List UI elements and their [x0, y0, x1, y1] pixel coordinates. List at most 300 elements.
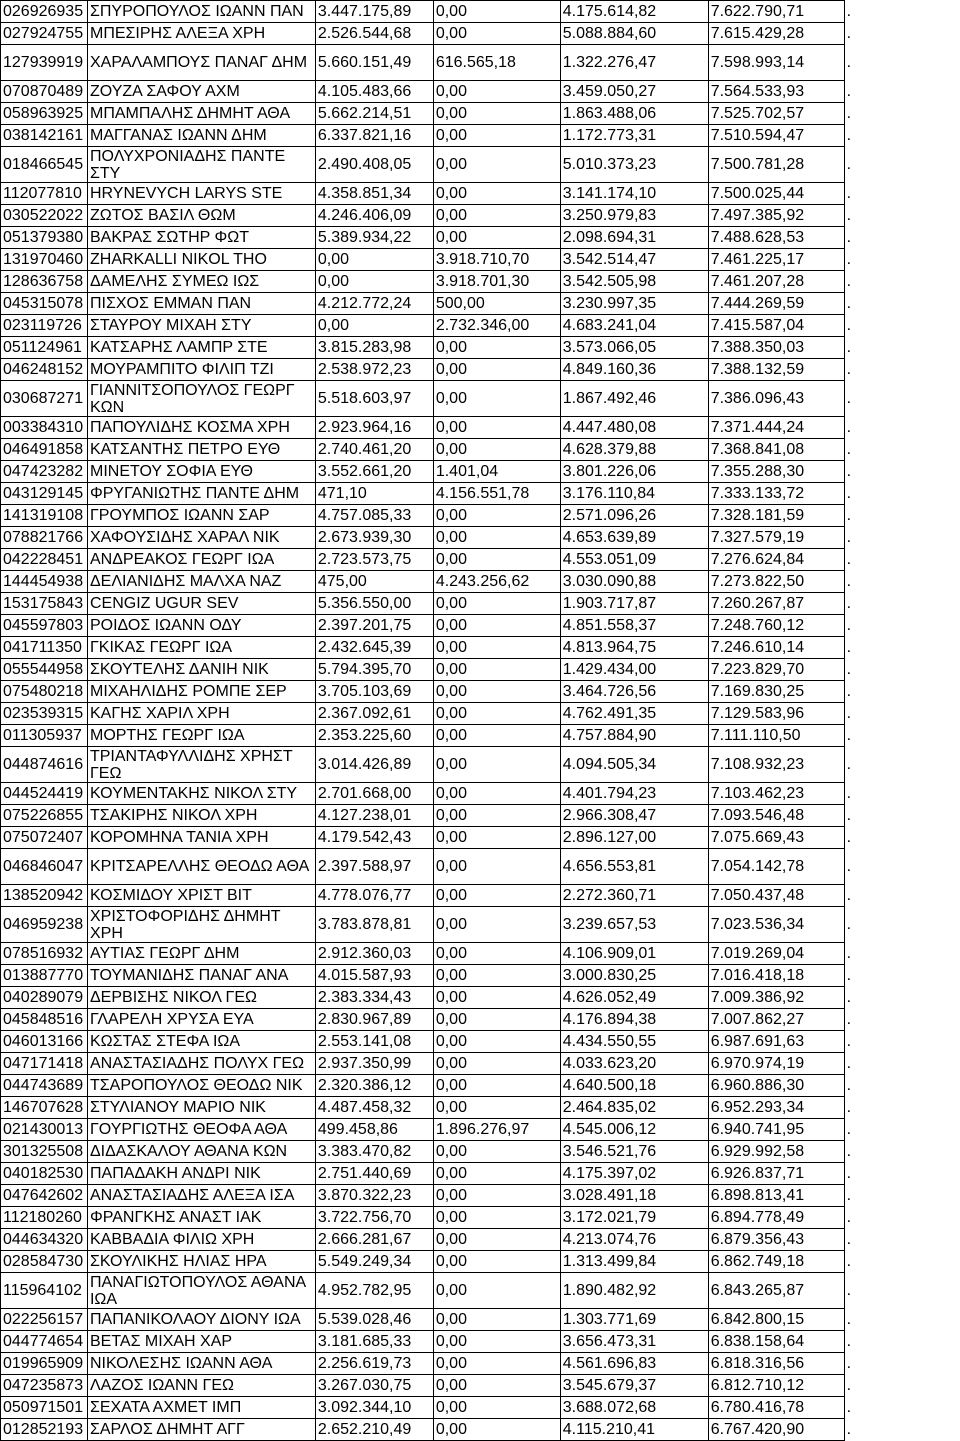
amount-3-cell: 4.653.639,89 — [560, 527, 708, 549]
flag-cell: . — [844, 227, 960, 249]
total-cell: 7.488.628,53 — [708, 227, 844, 249]
amount-1-cell: 2.937.350,99 — [315, 1053, 433, 1075]
name-cell: ΠΑΠΟΥΛΙΔΗΣ ΚΟΣΜΑ ΧΡΗ — [87, 417, 315, 439]
amount-3-cell: 2.896.127,00 — [560, 827, 708, 849]
flag-cell: . — [844, 659, 960, 681]
table-row — [1, 885, 960, 907]
total-cell: 7.415.587,04 — [708, 315, 844, 337]
name-cell: ΣΠΥΡΟΠΟΥΛΟΣ ΙΩΑΝΝ ΠΑΝ — [87, 1, 315, 23]
name-cell: ΤΣΑΚΙΡΗΣ ΝΙΚΟΛ ΧΡΗ — [87, 805, 315, 827]
total-cell: 7.444.269,59 — [708, 293, 844, 315]
amount-2-cell: 0,00 — [433, 1251, 560, 1273]
flag-cell: . — [844, 315, 960, 337]
amount-3-cell: 3.656.473,31 — [560, 1331, 708, 1353]
flag-cell: . — [844, 1031, 960, 1053]
name-cell: ΚΟΥΜΕΝΤΑΚΗΣ ΝΙΚΟΛ ΣΤΥ — [87, 783, 315, 805]
amount-2-cell: 0,00 — [433, 439, 560, 461]
table-row — [1, 183, 960, 205]
amount-2-cell: 0,00 — [433, 703, 560, 725]
flag-cell: . — [844, 183, 960, 205]
amount-1-cell: 4.179.542,43 — [315, 827, 433, 849]
amount-1-cell: 5.539.028,46 — [315, 1309, 433, 1331]
amount-3-cell: 3.545.679,37 — [560, 1375, 708, 1397]
table-row — [1, 987, 960, 1009]
table-row — [1, 337, 960, 359]
name-cell: ΖΩΤΟΣ ΒΑΣΙΛ ΘΩΜ — [87, 205, 315, 227]
afm-cell: 022256157 — [1, 1309, 88, 1331]
name-cell: ΤΟΥΜΑΝΙΔΗΣ ΠΑΝΑΓ ΑΝΑ — [87, 965, 315, 987]
amount-2-cell: 0,00 — [433, 527, 560, 549]
amount-2-cell: 0,00 — [433, 549, 560, 571]
name-cell: ΜΟΡΤΗΣ ΓΕΩΡΓ ΙΩΑ — [87, 725, 315, 747]
afm-cell: 023119726 — [1, 315, 88, 337]
flag-cell: . — [844, 359, 960, 381]
amount-1-cell: 2.923.964,16 — [315, 417, 433, 439]
amount-2-cell: 0,00 — [433, 885, 560, 907]
amount-1-cell: 5.549.249,34 — [315, 1251, 433, 1273]
flag-cell: . — [844, 45, 960, 81]
flag-cell: . — [844, 987, 960, 1009]
amount-2-cell: 0,00 — [433, 965, 560, 987]
table-row — [1, 703, 960, 725]
flag-cell: . — [844, 703, 960, 725]
afm-cell: 075480218 — [1, 681, 88, 703]
amount-2-cell: 0,00 — [433, 805, 560, 827]
name-cell: ΑΝΔΡΕΑΚΟΣ ΓΕΩΡΓ ΙΩΑ — [87, 549, 315, 571]
amount-2-cell: 0,00 — [433, 147, 560, 183]
amount-1-cell: 2.673.939,30 — [315, 527, 433, 549]
amount-3-cell: 1.303.771,69 — [560, 1309, 708, 1331]
amount-2-cell: 0,00 — [433, 907, 560, 943]
flag-cell: . — [844, 1375, 960, 1397]
flag-cell: . — [844, 1229, 960, 1251]
table-row — [1, 1097, 960, 1119]
amount-1-cell: 3.014.426,89 — [315, 747, 433, 783]
table-row — [1, 1331, 960, 1353]
total-cell: 7.129.583,96 — [708, 703, 844, 725]
afm-cell: 301325508 — [1, 1141, 88, 1163]
amount-3-cell: 4.813.964,75 — [560, 637, 708, 659]
flag-cell: . — [844, 571, 960, 593]
total-cell: 7.007.862,27 — [708, 1009, 844, 1031]
flag-cell: . — [844, 381, 960, 417]
amount-3-cell: 4.401.794,23 — [560, 783, 708, 805]
flag-cell: . — [844, 1251, 960, 1273]
amount-3-cell: 4.106.909,01 — [560, 943, 708, 965]
flag-cell: . — [844, 293, 960, 315]
afm-cell: 046846047 — [1, 849, 88, 885]
amount-3-cell: 3.546.521,76 — [560, 1141, 708, 1163]
amount-2-cell: 0,00 — [433, 1207, 560, 1229]
table-row — [1, 615, 960, 637]
amount-2-cell: 0,00 — [433, 1141, 560, 1163]
amount-1-cell: 2.538.972,23 — [315, 359, 433, 381]
table-row — [1, 1075, 960, 1097]
afm-cell: 040182530 — [1, 1163, 88, 1185]
afm-cell: 045848516 — [1, 1009, 88, 1031]
afm-cell: 058963925 — [1, 103, 88, 125]
amount-1-cell: 3.267.030,75 — [315, 1375, 433, 1397]
afm-cell: 047171418 — [1, 1053, 88, 1075]
table-row — [1, 439, 960, 461]
total-cell: 7.497.385,92 — [708, 205, 844, 227]
flag-cell: . — [844, 81, 960, 103]
flag-cell: . — [844, 1207, 960, 1229]
total-cell: 7.054.142,78 — [708, 849, 844, 885]
amount-2-cell: 0,00 — [433, 417, 560, 439]
amount-3-cell: 4.762.491,35 — [560, 703, 708, 725]
amount-1-cell: 2.666.281,67 — [315, 1229, 433, 1251]
afm-cell: 027924755 — [1, 23, 88, 45]
amount-1-cell: 2.740.461,20 — [315, 439, 433, 461]
table-row — [1, 359, 960, 381]
table-row — [1, 1273, 960, 1309]
name-cell: ΣΚΟΥΤΕΛΗΣ ΔΑΝΙΗ ΝΙΚ — [87, 659, 315, 681]
name-cell: CENGIZ UGUR SEV — [87, 593, 315, 615]
total-cell: 6.842.800,15 — [708, 1309, 844, 1331]
afm-cell: 018466545 — [1, 147, 88, 183]
amount-2-cell: 0,00 — [433, 1229, 560, 1251]
amount-2-cell: 0,00 — [433, 1419, 560, 1441]
name-cell: ΠΑΠΑΝΙΚΟΛΑΟΥ ΔΙΟΝΥ ΙΩΑ — [87, 1309, 315, 1331]
name-cell: ΑΝΑΣΤΑΣΙΑΔΗΣ ΠΟΛΥΧ ΓΕΩ — [87, 1053, 315, 1075]
name-cell: ΠΟΛΥΧΡΟΝΙΑΔΗΣ ΠΑΝΤΕ ΣΤΥ — [87, 147, 315, 183]
total-cell: 7.023.536,34 — [708, 907, 844, 943]
amount-3-cell: 4.545.006,12 — [560, 1119, 708, 1141]
flag-cell: . — [844, 205, 960, 227]
amount-3-cell: 4.561.696,83 — [560, 1353, 708, 1375]
name-cell: ΜΑΓΓΑΝΑΣ ΙΩΑΝΝ ΔΗΜ — [87, 125, 315, 147]
amount-3-cell: 4.175.397,02 — [560, 1163, 708, 1185]
total-cell: 7.050.437,48 — [708, 885, 844, 907]
amount-1-cell: 3.181.685,33 — [315, 1331, 433, 1353]
amount-2-cell: 0,00 — [433, 1, 560, 23]
total-cell: 7.111.110,50 — [708, 725, 844, 747]
total-cell: 6.960.886,30 — [708, 1075, 844, 1097]
amount-1-cell: 4.015.587,93 — [315, 965, 433, 987]
afm-cell: 003384310 — [1, 417, 88, 439]
amount-1-cell: 0,00 — [315, 315, 433, 337]
afm-cell: 112077810 — [1, 183, 88, 205]
amount-1-cell: 3.383.470,82 — [315, 1141, 433, 1163]
amount-1-cell: 0,00 — [315, 271, 433, 293]
afm-cell: 146707628 — [1, 1097, 88, 1119]
amount-1-cell: 4.246.406,09 — [315, 205, 433, 227]
afm-cell: 141319108 — [1, 505, 88, 527]
amount-1-cell: 2.912.360,03 — [315, 943, 433, 965]
total-cell: 6.843.265,87 — [708, 1273, 844, 1309]
table-row — [1, 45, 960, 81]
name-cell: ΓΙΑΝΝΙΤΣΟΠΟΥΛΟΣ ΓΕΩΡΓ ΚΩΝ — [87, 381, 315, 417]
afm-cell: 044524419 — [1, 783, 88, 805]
amount-3-cell: 3.141.174,10 — [560, 183, 708, 205]
flag-cell: . — [844, 1185, 960, 1207]
amount-1-cell: 4.127.238,01 — [315, 805, 433, 827]
amount-2-cell: 0,00 — [433, 1185, 560, 1207]
total-cell: 7.328.181,59 — [708, 505, 844, 527]
total-cell: 7.564.533,93 — [708, 81, 844, 103]
amount-1-cell: 2.353.225,60 — [315, 725, 433, 747]
afm-cell: 045597803 — [1, 615, 88, 637]
amount-3-cell: 3.464.726,56 — [560, 681, 708, 703]
flag-cell: . — [844, 1141, 960, 1163]
table-row — [1, 1141, 960, 1163]
table-row — [1, 1207, 960, 1229]
amount-1-cell: 2.723.573,75 — [315, 549, 433, 571]
amount-3-cell: 4.094.505,34 — [560, 747, 708, 783]
flag-cell: . — [844, 1163, 960, 1185]
flag-cell: . — [844, 549, 960, 571]
total-cell: 7.525.702,57 — [708, 103, 844, 125]
flag-cell: . — [844, 1053, 960, 1075]
flag-cell: . — [844, 337, 960, 359]
amount-2-cell: 0,00 — [433, 987, 560, 1009]
flag-cell: . — [844, 1009, 960, 1031]
total-cell: 7.622.790,71 — [708, 1, 844, 23]
flag-cell: . — [844, 1097, 960, 1119]
afm-cell: 044634320 — [1, 1229, 88, 1251]
afm-cell: 045315078 — [1, 293, 88, 315]
amount-1-cell: 2.553.141,08 — [315, 1031, 433, 1053]
flag-cell: . — [844, 965, 960, 987]
amount-1-cell: 2.432.645,39 — [315, 637, 433, 659]
amount-3-cell: 2.464.835,02 — [560, 1097, 708, 1119]
total-cell: 6.780.416,78 — [708, 1397, 844, 1419]
amount-3-cell: 3.688.072,68 — [560, 1397, 708, 1419]
name-cell: ΑΝΑΣΤΑΣΙΑΔΗΣ ΑΛΕΞΑ ΙΣΑ — [87, 1185, 315, 1207]
amount-1-cell: 3.552.661,20 — [315, 461, 433, 483]
amount-3-cell: 2.098.694,31 — [560, 227, 708, 249]
name-cell: ΧΑΡΑΛΑΜΠΟΥΣ ΠΑΝΑΓ ΔΗΜ — [87, 45, 315, 81]
amount-3-cell: 1.903.717,87 — [560, 593, 708, 615]
name-cell: ΜΙΝΕΤΟΥ ΣΟΦΙΑ ΕΥΘ — [87, 461, 315, 483]
amount-2-cell: 0,00 — [433, 1097, 560, 1119]
afm-cell: 075226855 — [1, 805, 88, 827]
amount-3-cell: 3.230.997,35 — [560, 293, 708, 315]
amount-3-cell: 3.176.110,84 — [560, 483, 708, 505]
name-cell: ΣΚΟΥΛΙΚΗΣ ΗΛΙΑΣ ΗΡΑ — [87, 1251, 315, 1273]
amount-2-cell: 0,00 — [433, 1375, 560, 1397]
table-row — [1, 549, 960, 571]
name-cell: ΧΑΦΟΥΣΙΔΗΣ ΧΑΡΑΛ ΝΙΚ — [87, 527, 315, 549]
table-row — [1, 527, 960, 549]
name-cell: ΜΠΑΜΠΑΛΗΣ ΔΗΜΗΤ ΑΘΑ — [87, 103, 315, 125]
afm-cell: 131970460 — [1, 249, 88, 271]
amount-2-cell: 500,00 — [433, 293, 560, 315]
afm-cell: 013887770 — [1, 965, 88, 987]
total-cell: 7.260.267,87 — [708, 593, 844, 615]
flag-cell: . — [844, 1353, 960, 1375]
name-cell: ΦΡΥΓΑΝΙΩΤΗΣ ΠΑΝΤΕ ΔΗΜ — [87, 483, 315, 505]
table-row — [1, 1163, 960, 1185]
name-cell: ΓΡΟΥΜΠΟΣ ΙΩΑΝΝ ΣΑΡ — [87, 505, 315, 527]
name-cell: ΚΟΣΜΙΔΟΥ ΧΡΙΣΤ ΒΙΤ — [87, 885, 315, 907]
table-row — [1, 1397, 960, 1419]
name-cell: ΖΟΥΖΑ ΣΑΦΟΥ ΑΧΜ — [87, 81, 315, 103]
name-cell: ΓΚΙΚΑΣ ΓΕΩΡΓ ΙΩΑ — [87, 637, 315, 659]
amount-1-cell: 4.358.851,34 — [315, 183, 433, 205]
amount-2-cell: 0,00 — [433, 1075, 560, 1097]
name-cell: ΠΑΠΑΔΑΚΗ ΑΝΔΡΙ ΝΙΚ — [87, 1163, 315, 1185]
afm-cell: 030522022 — [1, 205, 88, 227]
total-cell: 6.894.778,49 — [708, 1207, 844, 1229]
amount-3-cell: 3.542.505,98 — [560, 271, 708, 293]
flag-cell: . — [844, 1, 960, 23]
amount-2-cell: 0,00 — [433, 125, 560, 147]
total-cell: 6.812.710,12 — [708, 1375, 844, 1397]
flag-cell: . — [844, 805, 960, 827]
amount-2-cell: 0,00 — [433, 81, 560, 103]
table-row — [1, 1185, 960, 1207]
total-cell: 7.386.096,43 — [708, 381, 844, 417]
amount-1-cell: 5.794.395,70 — [315, 659, 433, 681]
total-cell: 7.368.841,08 — [708, 439, 844, 461]
table-row — [1, 593, 960, 615]
flag-cell: . — [844, 849, 960, 885]
name-cell: ΒΑΚΡΑΣ ΣΩΤΗΡ ΦΩΤ — [87, 227, 315, 249]
amount-3-cell: 4.656.553,81 — [560, 849, 708, 885]
total-cell: 6.926.837,71 — [708, 1163, 844, 1185]
amount-3-cell: 1.863.488,06 — [560, 103, 708, 125]
name-cell: ΦΡΑΝΓΚΗΣ ΑΝΑΣΤ ΙΑΚ — [87, 1207, 315, 1229]
name-cell: ΔΕΛΙΑΝΙΔΗΣ ΜΑΛΧΑ ΝΑΖ — [87, 571, 315, 593]
flag-cell: . — [844, 1331, 960, 1353]
afm-cell: 026926935 — [1, 1, 88, 23]
total-cell: 7.075.669,43 — [708, 827, 844, 849]
amount-2-cell: 0,00 — [433, 103, 560, 125]
total-cell: 7.019.269,04 — [708, 943, 844, 965]
table-row — [1, 783, 960, 805]
amount-3-cell: 2.571.096,26 — [560, 505, 708, 527]
amount-1-cell: 2.830.967,89 — [315, 1009, 433, 1031]
table-row — [1, 205, 960, 227]
afm-cell: 047235873 — [1, 1375, 88, 1397]
amount-3-cell: 4.851.558,37 — [560, 615, 708, 637]
amount-1-cell: 2.751.440,69 — [315, 1163, 433, 1185]
flag-cell: . — [844, 747, 960, 783]
amount-1-cell: 3.447.175,89 — [315, 1, 433, 23]
flag-cell: . — [844, 527, 960, 549]
total-cell: 7.016.418,18 — [708, 965, 844, 987]
total-cell: 7.598.993,14 — [708, 45, 844, 81]
amount-3-cell: 3.172.021,79 — [560, 1207, 708, 1229]
table-row — [1, 1419, 960, 1441]
amount-1-cell: 4.105.483,66 — [315, 81, 433, 103]
total-cell: 6.879.356,43 — [708, 1229, 844, 1251]
amount-2-cell: 0,00 — [433, 659, 560, 681]
name-cell: ΠΑΝΑΓΙΩΤΟΠΟΥΛΟΣ ΑΘΑΝΑ ΙΩΑ — [87, 1273, 315, 1309]
amount-2-cell: 0,00 — [433, 1163, 560, 1185]
afm-cell: 044774654 — [1, 1331, 88, 1353]
amount-2-cell: 0,00 — [433, 1053, 560, 1075]
amount-3-cell: 2.966.308,47 — [560, 805, 708, 827]
amount-2-cell: 0,00 — [433, 943, 560, 965]
amount-1-cell: 4.487.458,32 — [315, 1097, 433, 1119]
total-cell: 7.327.579,19 — [708, 527, 844, 549]
amount-3-cell: 4.757.884,90 — [560, 725, 708, 747]
total-cell: 6.940.741,95 — [708, 1119, 844, 1141]
table-row — [1, 147, 960, 183]
afm-cell: 047423282 — [1, 461, 88, 483]
amount-3-cell: 1.890.482,92 — [560, 1273, 708, 1309]
flag-cell: . — [844, 943, 960, 965]
table-row — [1, 943, 960, 965]
table-row — [1, 293, 960, 315]
amount-3-cell: 4.213.074,76 — [560, 1229, 708, 1251]
amount-1-cell: 2.397.588,97 — [315, 849, 433, 885]
total-cell: 7.388.350,03 — [708, 337, 844, 359]
amount-3-cell: 3.000.830,25 — [560, 965, 708, 987]
afm-cell: 078821766 — [1, 527, 88, 549]
flag-cell: . — [844, 1397, 960, 1419]
flag-cell: . — [844, 439, 960, 461]
name-cell: ΜΠΕΣΙΡΗΣ ΑΛΕΞΑ ΧΡΗ — [87, 23, 315, 45]
name-cell: ΚΑΓΗΣ ΧΑΡΙΛ ΧΡΗ — [87, 703, 315, 725]
amount-3-cell: 4.553.051,09 — [560, 549, 708, 571]
amount-3-cell: 3.028.491,18 — [560, 1185, 708, 1207]
name-cell: ΣΑΡΛΟΣ ΔΗΜΗΤ ΑΓΓ — [87, 1419, 315, 1441]
amount-3-cell: 1.313.499,84 — [560, 1251, 708, 1273]
name-cell: ΤΣΑΡΟΠΟΥΛΟΣ ΘΕΟΔΩ ΝΙΚ — [87, 1075, 315, 1097]
amount-3-cell: 5.010.373,23 — [560, 147, 708, 183]
table-row — [1, 23, 960, 45]
amount-1-cell: 475,00 — [315, 571, 433, 593]
afm-cell: 047642602 — [1, 1185, 88, 1207]
amount-1-cell: 499.458,86 — [315, 1119, 433, 1141]
name-cell: ΔΑΜΕΛΗΣ ΣΥΜΕΩ ΙΩΣ — [87, 271, 315, 293]
afm-cell: 021430013 — [1, 1119, 88, 1141]
amount-2-cell: 0,00 — [433, 227, 560, 249]
amount-2-cell: 0,00 — [433, 1331, 560, 1353]
amount-2-cell: 4.156.551,78 — [433, 483, 560, 505]
amount-2-cell: 0,00 — [433, 1397, 560, 1419]
name-cell: ΣΤΥΛΙΑΝΟΥ ΜΑΡΙΟ ΝΙΚ — [87, 1097, 315, 1119]
name-cell: ΓΟΥΡΓΙΩΤΗΣ ΘΕΟΦΑ ΑΘΑ — [87, 1119, 315, 1141]
amount-2-cell: 0,00 — [433, 23, 560, 45]
amount-1-cell: 2.367.092,61 — [315, 703, 433, 725]
table-row — [1, 81, 960, 103]
amount-3-cell: 4.849.160,36 — [560, 359, 708, 381]
total-cell: 7.615.429,28 — [708, 23, 844, 45]
amount-3-cell: 3.250.979,83 — [560, 205, 708, 227]
name-cell: ΚΩΣΤΑΣ ΣΤΕΦΑ ΙΩΑ — [87, 1031, 315, 1053]
amount-1-cell: 2.652.210,49 — [315, 1419, 433, 1441]
total-cell: 7.273.822,50 — [708, 571, 844, 593]
afm-cell: 044743689 — [1, 1075, 88, 1097]
afm-cell: 128636758 — [1, 271, 88, 293]
total-cell: 6.898.813,41 — [708, 1185, 844, 1207]
table-row — [1, 1353, 960, 1375]
total-cell: 6.987.691,63 — [708, 1031, 844, 1053]
afm-cell: 078516932 — [1, 943, 88, 965]
afm-cell: 046491858 — [1, 439, 88, 461]
amount-2-cell: 3.918.710,70 — [433, 249, 560, 271]
table-row — [1, 1009, 960, 1031]
amount-3-cell: 3.573.066,05 — [560, 337, 708, 359]
amount-1-cell: 5.518.603,97 — [315, 381, 433, 417]
total-cell: 7.500.781,28 — [708, 147, 844, 183]
amount-3-cell: 4.626.052,49 — [560, 987, 708, 1009]
amount-3-cell: 4.683.241,04 — [560, 315, 708, 337]
afm-cell: 023539315 — [1, 703, 88, 725]
amount-1-cell: 3.092.344,10 — [315, 1397, 433, 1419]
amount-2-cell: 0,00 — [433, 593, 560, 615]
total-cell: 7.093.546,48 — [708, 805, 844, 827]
amount-1-cell: 2.526.544,68 — [315, 23, 433, 45]
total-cell: 6.952.293,34 — [708, 1097, 844, 1119]
amount-2-cell: 3.918.701,30 — [433, 271, 560, 293]
total-cell: 7.248.760,12 — [708, 615, 844, 637]
